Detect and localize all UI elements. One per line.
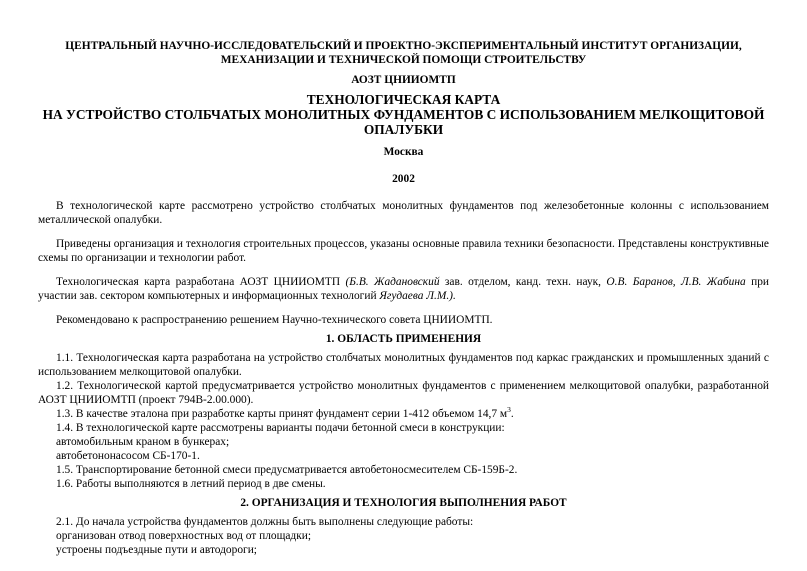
intro-p3-text-a: Технологическая карта разработана АОЗТ ЦНИИОМТП	[56, 276, 346, 288]
institute-line-1: ЦЕНТРАЛЬНЫЙ НАУЧНО-ИССЛЕДОВАТЕЛЬСКИЙ И ПРОЕКТНО-ЭКСПЕРИМЕНТАЛЬНЫЙ ИНСТИТУТ ОРГАНИЗАЦИИ,	[65, 40, 742, 52]
section-1-item-6: 1.6. Работы выполняются в летний период в две смены.	[56, 478, 326, 490]
section-2-heading: 2. ОРГАНИЗАЦИЯ И ТЕХНОЛОГИЯ ВЫПОЛНЕНИЯ РАБОТ	[240, 497, 567, 509]
section-2-item-1: 2.1. До начала устройства фундаментов должны быть выполнены следующие работы:	[56, 516, 474, 528]
city: Москва	[383, 146, 424, 158]
section-2-item-1-b: устроены подъездные пути и автодороги;	[56, 544, 257, 556]
intro-paragraph-1: В технологической карте рассмотрено устройство столбчатых монолитных фундаментов под железобетонные колонны с использованием металлической опалубки.	[38, 200, 769, 226]
institute-name	[38, 0, 769, 67]
title-line-2: НА УСТРОЙСТВО СТОЛБЧАТЫХ МОНОЛИТНЫХ ФУНДАМЕНТОВ С ИСПОЛЬЗОВАНИЕМ МЕЛКОЩИТОВОЙ	[42, 107, 765, 122]
section-1-item-2: 1.2. Технологической картой предусматривается устройство монолитных фундаментов с применением мелкощитовой опалубки, разработанной АОЗТ ЦНИИОМТП (проект 794В-2.00.000).	[38, 380, 769, 406]
intro-p3-author-1: (Б.В. Жадановский	[345, 276, 440, 288]
section-2-item-1-a: организован отвод поверхностных вод от площадки;	[56, 530, 312, 542]
section-1-item-4-option-b: автобетононасосом СБ-170-1.	[56, 450, 200, 462]
intro-p3-text-b: зав. отделом, канд. техн. наук,	[439, 276, 607, 288]
intro-p3-author-2: О.В. Баранов, Л.В. Жабина	[606, 276, 746, 288]
intro-paragraph-4: Рекомендовано к распространению решением Научно-технического совета ЦНИИОМТП.	[56, 314, 493, 326]
section-1-item-3-text: 1.3. В качестве эталона при разработке карты принят фундамент серии 1-412 объемом 14,7 м	[56, 408, 508, 420]
cubic-superscript: 3	[507, 405, 511, 415]
section-1-item-3	[38, 407, 769, 421]
intro-p3-author-3: Ягудаева Л.М.).	[379, 290, 456, 302]
intro-paragraph-3	[38, 275, 769, 303]
section-1-item-1: 1.1. Технологическая карта разработана на устройство столбчатых монолитных фундаментов под каркас гражданских и промышленных зданий с использованием мелкощитовой опалубки.	[38, 352, 769, 378]
section-1-item-4: 1.4. В технологической карте рассмотрены варианты подачи бетонной смеси в конструкции:	[56, 422, 505, 434]
document-title	[38, 92, 769, 137]
title-line-1: ТЕХНОЛОГИЧЕСКАЯ КАРТА	[306, 92, 501, 107]
institute-line-2: МЕХАНИЗАЦИИ И ТЕХНИЧЕСКОЙ ПОМОЩИ СТРОИТЕЛЬСТВУ	[220, 54, 587, 66]
intro-paragraph-2: Приведены организация и технология строительных процессов, указаны основные правила техники безопасности. Представлены конструктивные схемы по организации и технологии работ.	[38, 238, 769, 264]
section-1-item-4-option-a: автомобильным краном в бункерах;	[56, 436, 230, 448]
year: 2002	[392, 173, 415, 185]
section-1-heading: 1. ОБЛАСТЬ ПРИМЕНЕНИЯ	[325, 333, 482, 345]
section-1-item-3-end: .	[510, 408, 514, 420]
intro-p3-text-c: при участии зав. сектором компьютерных и информационных технологий	[38, 276, 769, 302]
title-line-3: ОПАЛУБКИ	[363, 122, 444, 137]
section-1-item-5: 1.5. Транспортирование бетонной смеси предусматривается автобетоносмесителем СБ-159Б-2.	[56, 464, 518, 476]
company-name: АОЗТ ЦНИИОМТП	[351, 74, 456, 86]
